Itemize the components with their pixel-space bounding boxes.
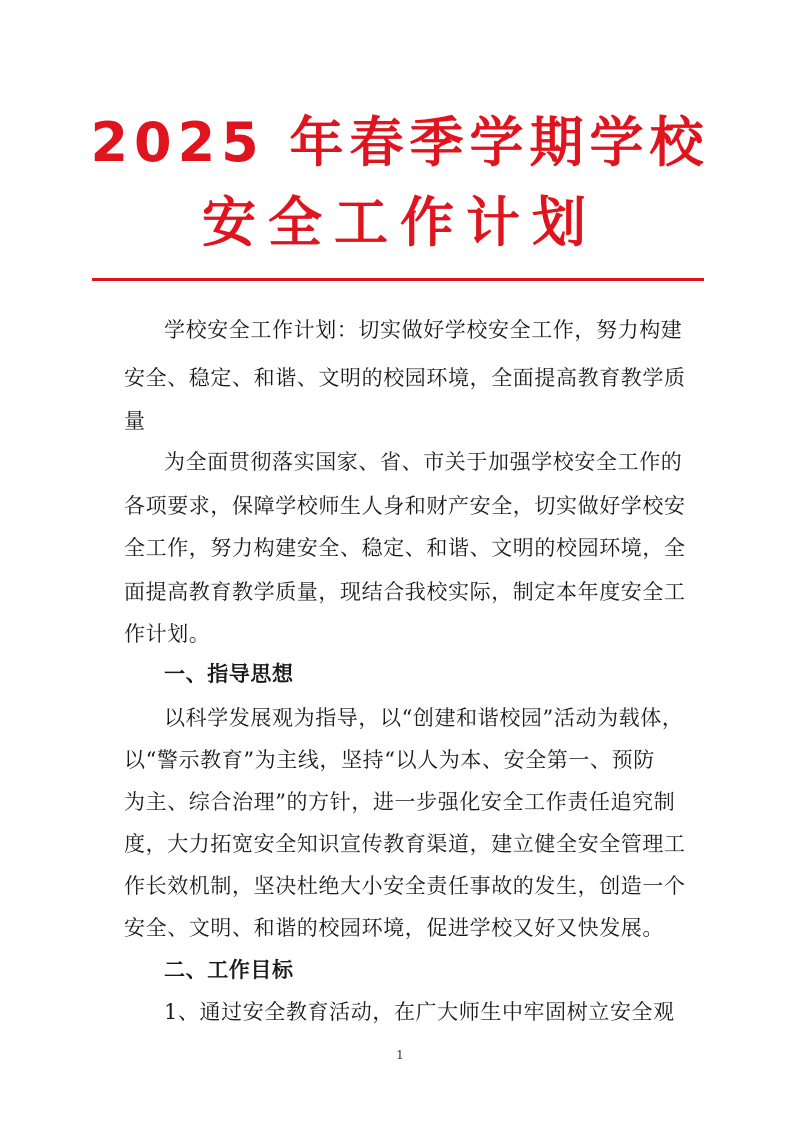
paragraph-1-line-4: 面提高教育教学质量，现结合我校实际，制定本年度安全工	[124, 580, 686, 604]
page-number: 1	[396, 1048, 404, 1062]
paragraph-2-line-2: 以“警示教育”为主线，坚持“以人为本、安全第一、预防	[124, 748, 655, 772]
paragraph-2-line-3: 为主、综合治理”的方针，进一步强化安全工作责任追究制	[124, 790, 676, 814]
section-heading-work-goals: 二、工作目标	[164, 957, 294, 982]
paragraph-2-line-4: 度，大力拓宽安全知识宣传教育渠道，建立健全安全管理工	[124, 832, 686, 856]
paragraph-1-line-5: 作计划。	[124, 622, 211, 646]
paragraph-1-line-3: 全工作，努力构建安全、稳定、和谐、文明的校园环境，全	[124, 536, 686, 560]
intro-heading-line-1: 学校安全工作计划：切实做好学校安全工作，努力构建	[164, 318, 683, 342]
paragraph-3-line-1: 1、通过安全教育活动，在广大师生中牢固树立安全观	[164, 1000, 675, 1024]
intro-heading-line-3: 量	[124, 409, 146, 433]
title-divider-red-rule	[92, 278, 704, 281]
section-heading-guiding-ideology: 一、指导思想	[164, 661, 294, 686]
paragraph-2-line-5: 作长效机制，坚决杜绝大小安全责任事故的发生，创造一个	[124, 874, 686, 898]
paragraph-2-line-6: 安全、文明、和谐的校园环境，促进学校又好又快发展。	[124, 916, 664, 940]
document-title-line-2: 安全工作计划	[202, 191, 598, 254]
intro-heading-line-2: 安全、稳定、和谐、文明的校园环境，全面提高教育教学质	[124, 366, 686, 390]
document-title-line-1: 2025 年春季学期学校	[90, 111, 710, 174]
paragraph-1-line-1: 为全面贯彻落实国家、省、市关于加强学校安全工作的	[164, 450, 683, 474]
paragraph-1-line-2: 各项要求，保障学校师生人身和财产安全，切实做好学校安	[124, 494, 686, 518]
paragraph-2-line-1: 以科学发展观为指导，以“创建和谐校园”活动为载体，	[164, 706, 684, 730]
